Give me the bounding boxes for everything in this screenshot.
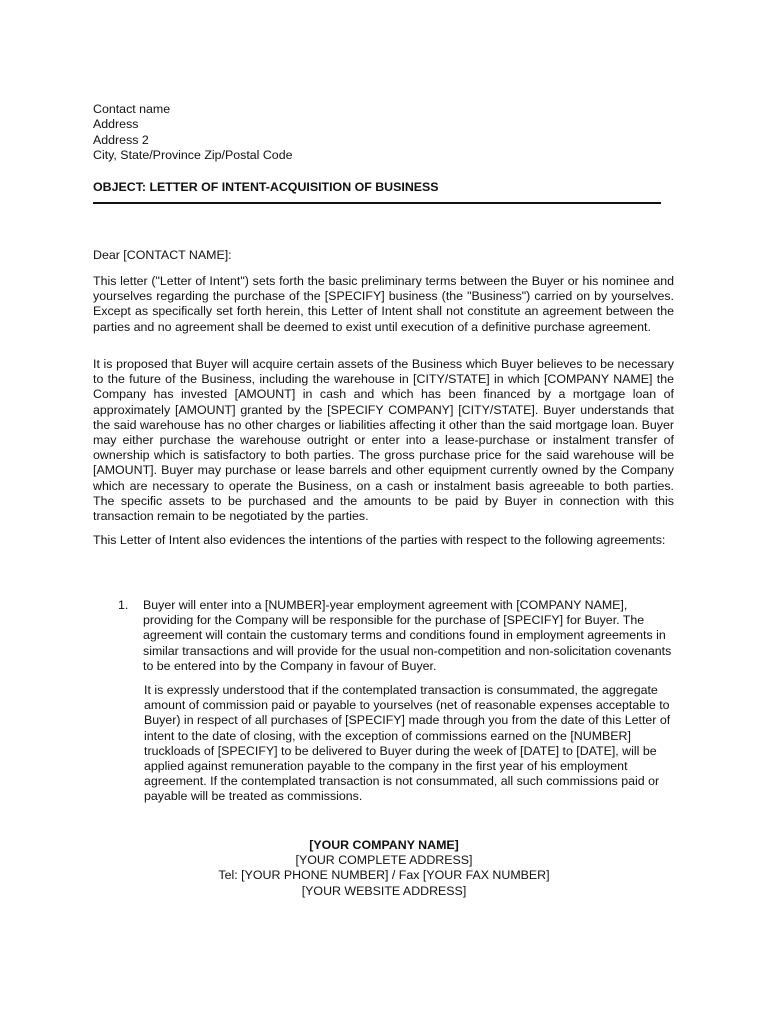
greeting: Dear [CONTACT NAME]: — [93, 248, 232, 262]
paragraph-assets: It is proposed that Buyer will acquire certain assets of the Business which Buyer believes to be necessary to the future of the Business, including the warehouse in [CITY/STATE] in which [COMPANY NAME] the Company has invested [AMOUNT] in cash and which has been financed by a mortgage loan of approximately [AMOUNT] granted by the [SPECIFY COMPANY] [CITY/STATE]. Buyer understands that the said warehouse has no other charges or liabilities affecting it other than the said mortgage loan. Buyer may either purchase the warehouse outright or enter into a lease-purchase or instalment transfer of ownership which is satisfactory to both parties. The gross purchase price for the said warehouse will be [AMOUNT]. Buyer may purchase or lease barrels and other equipment currently owned by the Company which are necessary to operate the Business, on a cash or instalment basis agreeable to both parties. The specific assets to be purchased and the amounts to be paid by Buyer in connection with this transaction remain to be negotiated by the parties. — [93, 357, 674, 524]
address-line-1: Address — [93, 117, 139, 132]
address-line-2: Address 2 — [93, 132, 149, 147]
footer-address: [YOUR COMPLETE ADDRESS] — [295, 853, 473, 868]
object-line: OBJECT: LETTER OF INTENT-ACQUISITION OF BUSINESS — [93, 180, 439, 194]
paragraph-agreements: This Letter of Intent also evidences the intentions of the parties with respect to the following agreements: — [93, 533, 666, 547]
footer-website: [YOUR WEBSITE ADDRESS] — [301, 883, 467, 898]
paragraph-intro: This letter ("Letter of Intent") sets forth the basic preliminary terms between the Buyer or his nominee and yourselves regarding the purchase of the [SPECIFY] business (the "Business") carried on by yourselves. Except as specifically set forth herein, this Letter of Intent shall not constitute an agreement between the parties and no agreement shall be deemed to exist until execution of a definitive purchase agreement. — [93, 274, 674, 334]
contact-name: Contact name — [93, 102, 171, 116]
horizontal-divider — [93, 202, 661, 204]
footer-contact: Tel: [YOUR PHONE NUMBER] / Fax [YOUR FAX NUMBER] — [218, 868, 550, 883]
city-state-zip-line: City, State/Province Zip/Postal Code — [93, 148, 293, 163]
recipient-address-block — [93, 102, 493, 164]
sender-footer — [170, 838, 598, 899]
list-item-text: Buyer will enter into a [NUMBER]-year employment agreement with [COMPANY NAME], providing for the Company will be responsible for the purchase of [SPECIFY] for Buyer. The agreement will contain the customary terms and conditions found in employment agreements in similar transactions and will provide for the usual non-competition and non-solicitation covenants to be entered into by the Company in favour of Buyer. — [143, 598, 672, 673]
list-item-number: 1. — [118, 598, 129, 612]
footer-company-name: [YOUR COMPANY NAME] — [309, 838, 459, 852]
commission-paragraph: It is expressly understood that if the contemplated transaction is consummated, the aggregate amount of commission paid or payable to yourselves (net of reasonable expenses acceptable to Buyer) in respect of all purchases of [SPECIFY] made through you from the date of this Letter of intent to the date of closing, with the exception of commissions earned on the [NUMBER] truckloads of [SPECIFY] to be delivered to Buyer during the week of [DATE] to [DATE], will be applied against remuneration payable to the company in the first year of his employment agreement. If the contemplated transaction is not consummated, all such commissions paid or payable will be treated as commissions. — [144, 683, 671, 804]
